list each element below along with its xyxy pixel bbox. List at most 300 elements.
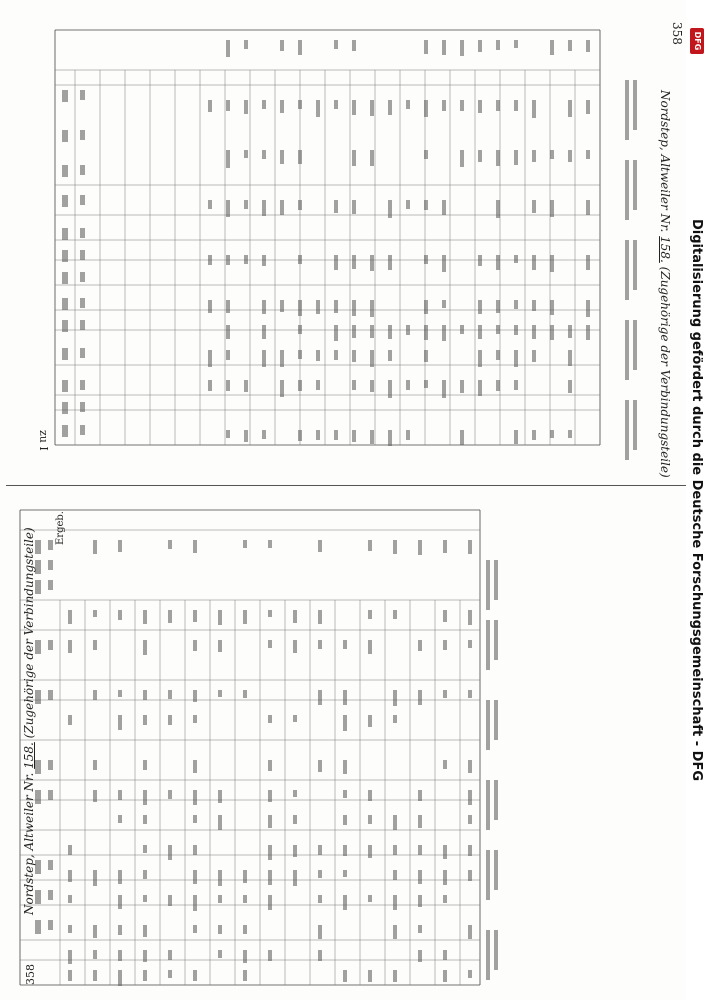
top-cell-entry (496, 325, 500, 334)
bottom-footnote (486, 560, 490, 610)
top-cell-entry (262, 430, 266, 439)
bottom-footnote (494, 930, 498, 970)
bottom-cell-entry (393, 815, 397, 830)
top-cell-entry (226, 300, 230, 313)
top-cell-entry (298, 100, 302, 109)
top-cell-entry (352, 255, 356, 269)
top-header-text (80, 402, 85, 412)
bottom-cell-entry (268, 815, 272, 828)
top-cell-entry (298, 200, 302, 210)
top-cell-entry (262, 150, 266, 159)
bottom-header-text (48, 920, 53, 930)
top-cell-entry (424, 300, 428, 314)
bottom-cell-entry (143, 870, 147, 879)
bottom-header-text (48, 540, 53, 550)
bottom-cell-entry (343, 970, 347, 982)
bottom-cell-entry (468, 640, 472, 648)
top-cell-entry (460, 325, 464, 334)
bottom-cell-entry (268, 610, 272, 617)
top-cell-entry (244, 255, 248, 264)
bottom-cell-entry (118, 895, 122, 909)
top-cell-entry (316, 300, 320, 314)
bottom-cell-entry (443, 870, 447, 885)
bottom-cell-entry (418, 790, 422, 801)
top-footnote (633, 160, 637, 210)
top-header-text (62, 228, 68, 240)
top-cell-entry (532, 430, 536, 440)
top-cell-entry (280, 300, 284, 312)
top-footnote (625, 240, 629, 300)
top-cell-entry (550, 255, 554, 272)
top-cell-entry (388, 325, 392, 339)
bottom-cell-entry (418, 540, 422, 555)
bottom-cell-entry (268, 790, 272, 802)
top-cell-entry (550, 325, 554, 340)
top-cell-entry (334, 325, 338, 341)
bottom-cell-entry (68, 640, 72, 653)
top-cell-entry (424, 150, 428, 159)
bottom-footnote (494, 780, 498, 820)
top-cell-entry (406, 100, 410, 109)
top-cell-entry (298, 430, 302, 441)
top-header-text (80, 130, 85, 140)
bottom-cell-entry (218, 895, 222, 903)
bottom-cell-entry (68, 715, 72, 725)
bottom-cell-entry (318, 610, 322, 624)
top-cell-entry (532, 200, 536, 213)
bottom-cell-entry (118, 925, 122, 935)
top-header-text (62, 90, 68, 102)
bottom-cell-entry (468, 760, 472, 773)
bottom-cell-entry (268, 870, 272, 885)
top-footnote (633, 320, 637, 370)
top-footnote (625, 320, 629, 380)
bottom-cell-entry (218, 815, 222, 830)
top-cell-entry (550, 300, 554, 315)
bottom-cell-entry (143, 790, 147, 805)
top-cell-entry (226, 150, 230, 168)
top-cell-entry (370, 300, 374, 317)
top-cell-entry (262, 100, 266, 109)
top-header-text (80, 228, 85, 238)
top-cell-entry (298, 40, 302, 55)
top-cell-entry (442, 40, 446, 55)
bottom-cell-entry (118, 715, 122, 730)
top-cell-entry (496, 350, 500, 360)
top-cell-entry (550, 150, 554, 159)
top-cell-entry (550, 40, 554, 55)
bottom-cell-entry (143, 640, 147, 655)
top-cell-entry (586, 40, 590, 52)
top-cell-entry (550, 430, 554, 438)
top-cell-entry (568, 350, 572, 366)
top-cell-entry (262, 300, 266, 314)
bottom-cell-entry (468, 540, 472, 554)
top-cell-entry (460, 380, 464, 393)
top-cell-entry (532, 325, 536, 339)
bottom-cell-entry (293, 845, 297, 857)
top-cell-entry (388, 255, 392, 270)
bottom-cell-entry (368, 715, 372, 727)
bottom-cell-entry (118, 950, 122, 961)
top-cell-entry (532, 255, 536, 270)
top-cell-entry (406, 430, 410, 440)
bottom-cell-entry (118, 610, 122, 620)
page-divider (6, 485, 687, 486)
top-cell-entry (514, 300, 518, 309)
bottom-cell-entry (368, 970, 372, 982)
bottom-cell-entry (93, 540, 97, 554)
bottom-header-text (48, 690, 53, 700)
bottom-cell-entry (118, 690, 122, 697)
bottom-cell-entry (418, 895, 422, 907)
bottom-cell-entry (468, 815, 472, 824)
top-cell-entry (496, 100, 500, 111)
bottom-cell-entry (268, 760, 272, 771)
bottom-cell-entry (418, 845, 422, 855)
top-cell-entry (532, 150, 536, 162)
bottom-cell-entry (93, 640, 97, 650)
top-cell-entry (226, 200, 230, 217)
bottom-cell-entry (118, 790, 122, 800)
bottom-cell-entry (93, 610, 97, 617)
bottom-cell-entry (393, 610, 397, 619)
bottom-cell-entry (93, 690, 97, 700)
top-cell-entry (424, 40, 428, 54)
bottom-cell-entry (293, 610, 297, 623)
top-cell-entry (424, 350, 428, 362)
bottom-cell-entry (368, 845, 372, 858)
bottom-cell-entry (218, 610, 222, 625)
top-cell-entry (208, 255, 212, 265)
bottom-cell-entry (268, 895, 272, 910)
bottom-cell-entry (443, 540, 447, 553)
bottom-cell-entry (218, 640, 222, 652)
bottom-cell-entry (443, 845, 447, 859)
top-cell-entry (532, 300, 536, 311)
bottom-cell-entry (418, 870, 422, 884)
top-header-text (62, 298, 68, 310)
top-cell-entry (298, 380, 302, 391)
top-cell-entry (208, 200, 212, 209)
top-header-text (62, 195, 68, 207)
bottom-cell-entry (218, 950, 222, 958)
top-cell-entry (244, 40, 248, 49)
bottom-cell-entry (143, 760, 147, 770)
bottom-cell-entry (68, 895, 72, 903)
bottom-cell-entry (168, 970, 172, 978)
bottom-cell-entry (143, 815, 147, 824)
bottom-cell-entry (318, 760, 322, 772)
top-footnote (633, 240, 637, 290)
bottom-cell-entry (243, 690, 247, 698)
bottom-cell-entry (193, 640, 197, 651)
bottom-cell-entry (218, 690, 222, 697)
bottom-cell-entry (143, 970, 147, 981)
top-cell-entry (208, 380, 212, 391)
bottom-cell-entry (318, 950, 322, 961)
bottom-cell-entry (293, 715, 297, 722)
top-cell-entry (514, 40, 518, 48)
top-cell-entry (406, 380, 410, 390)
bottom-header-text (48, 640, 53, 650)
top-cell-entry (406, 200, 410, 209)
bottom-cell-entry (143, 715, 147, 725)
bottom-cell-entry (68, 925, 72, 933)
bottom-cell-entry (93, 870, 97, 886)
bottom-cell-entry (293, 790, 297, 797)
top-cell-entry (442, 300, 446, 308)
top-cell-entry (586, 150, 590, 159)
bottom-cell-entry (68, 610, 72, 624)
top-header-text (80, 348, 85, 358)
top-cell-entry (550, 200, 554, 217)
top-cell-entry (316, 100, 320, 117)
top-cell-entry (478, 350, 482, 367)
bottom-cell-entry (193, 815, 197, 823)
bottom-cell-entry (118, 540, 122, 552)
bottom-header-text (48, 580, 53, 590)
top-cell-entry (226, 100, 230, 111)
top-cell-entry (316, 350, 320, 361)
top-cell-entry (352, 40, 356, 51)
bottom-footnote (486, 700, 490, 750)
top-cell-entry (352, 300, 356, 316)
top-cell-entry (352, 200, 356, 214)
top-cell-entry (226, 350, 230, 360)
bottom-cell-entry (193, 790, 197, 805)
top-cell-entry (586, 100, 590, 114)
top-cell-entry (442, 100, 446, 111)
bottom-cell-entry (468, 870, 472, 881)
top-cell-entry (514, 100, 518, 111)
bottom-cell-entry (418, 925, 422, 933)
top-header-text (62, 402, 68, 414)
bottom-cell-entry (168, 790, 172, 799)
top-cell-entry (244, 200, 248, 209)
top-cell-entry (208, 350, 212, 367)
top-cell-entry (460, 100, 464, 111)
bottom-cell-entry (368, 640, 372, 654)
top-cell-entry (334, 40, 338, 49)
bottom-cell-entry (368, 815, 372, 824)
top-cell-entry (370, 100, 374, 116)
top-cell-entry (370, 255, 374, 271)
top-cell-entry (280, 40, 284, 51)
top-cell-entry (208, 100, 212, 112)
top-cell-entry (298, 350, 302, 359)
bottom-cell-entry (168, 690, 172, 699)
bottom-cell-entry (218, 790, 222, 803)
top-cell-entry (568, 40, 572, 51)
bottom-cell-entry (193, 870, 197, 884)
bottom-cell-entry (243, 895, 247, 903)
bottom-cell-entry (468, 845, 472, 856)
bottom-page-title: Nordstep, Altweiler Nr. 158. (Zugehörige der Verbindungsteile) (22, 527, 36, 915)
bottom-cell-entry (318, 640, 322, 649)
bottom-cell-entry (393, 895, 397, 910)
top-cell-entry (514, 255, 518, 263)
bottom-cell-entry (268, 640, 272, 648)
bottom-header-text (48, 790, 53, 800)
top-header-text (80, 320, 85, 330)
top-cell-entry (478, 255, 482, 266)
bottom-cell-entry (168, 540, 172, 549)
top-cell-entry (514, 430, 518, 444)
top-cell-entry (280, 350, 284, 367)
top-cell-entry (334, 350, 338, 360)
bottom-cell-entry (193, 925, 197, 933)
bottom-cell-entry (143, 925, 147, 937)
bottom-cell-entry (143, 690, 147, 700)
bottom-cell-entry (193, 845, 197, 855)
bottom-cell-entry (343, 690, 347, 705)
bottom-cell-entry (343, 760, 347, 774)
bottom-cell-entry (343, 815, 347, 825)
bottom-cell-entry (93, 970, 97, 981)
top-cell-entry (370, 380, 374, 392)
top-cell-entry (532, 350, 536, 362)
top-footnote (625, 160, 629, 220)
bottom-cell-entry (443, 895, 447, 903)
bottom-cell-entry (243, 970, 247, 981)
bottom-header-text (48, 560, 53, 570)
top-cell-entry (352, 325, 356, 338)
top-cell-entry (298, 150, 302, 164)
top-cell-entry (244, 150, 248, 158)
top-footnote (625, 80, 629, 140)
bottom-cell-entry (168, 610, 172, 623)
bottom-cell-entry (468, 610, 472, 625)
bottom-cell-entry (393, 870, 397, 880)
bottom-footnote (494, 700, 498, 740)
bottom-cell-entry (293, 815, 297, 824)
bottom-cell-entry (168, 950, 172, 960)
bottom-cell-entry (168, 715, 172, 725)
top-cell-entry (442, 255, 446, 272)
bottom-footnote (494, 850, 498, 890)
bottom-cell-entry (293, 640, 297, 653)
bottom-cell-entry (318, 925, 322, 939)
top-header-text (62, 425, 68, 437)
bottom-cell-entry (393, 715, 397, 723)
bottom-header-text (48, 760, 53, 770)
top-footnote (633, 80, 637, 130)
top-cell-entry (460, 150, 464, 167)
bottom-cell-entry (118, 870, 122, 884)
bottom-header-text (48, 860, 53, 870)
bottom-cell-entry (218, 870, 222, 886)
bottom-footnote (486, 850, 490, 900)
top-cell-entry (586, 255, 590, 270)
bottom-cell-entry (118, 815, 122, 823)
top-cell-entry (226, 430, 230, 438)
top-cell-entry (244, 100, 248, 114)
top-cell-entry (568, 380, 572, 393)
bottom-footnote (494, 620, 498, 660)
top-cell-entry (280, 380, 284, 397)
bottom-cell-entry (68, 870, 72, 882)
top-cell-entry (460, 40, 464, 56)
top-cell-entry (568, 325, 572, 338)
top-cell-entry (370, 430, 374, 444)
top-cell-entry (352, 350, 356, 362)
top-header-text (80, 425, 85, 435)
top-cell-entry (478, 380, 482, 396)
bottom-cell-entry (293, 870, 297, 886)
bottom-cell-entry (318, 870, 322, 878)
top-cell-entry (442, 325, 446, 341)
top-footnote (633, 400, 637, 450)
top-cell-entry (388, 430, 392, 446)
bottom-cell-entry (343, 845, 347, 856)
top-cell-entry (388, 350, 392, 361)
bottom-cell-entry (268, 715, 272, 723)
bottom-cell-entry (343, 790, 347, 798)
bottom-cell-entry (343, 895, 347, 910)
bottom-cell-entry (193, 715, 197, 723)
top-cell-entry (478, 100, 482, 113)
top-cell-entry (370, 150, 374, 166)
top-cell-entry (352, 430, 356, 442)
bottom-cell-entry (168, 895, 172, 906)
top-header-text (62, 320, 68, 332)
top-cell-entry (370, 325, 374, 338)
bottom-cell-entry (268, 845, 272, 860)
bottom-cell-entry (218, 925, 222, 934)
top-cell-entry (244, 430, 248, 442)
bottom-page-number: 358 (24, 964, 37, 985)
bottom-cell-entry (243, 540, 247, 548)
bottom-cell-entry (443, 690, 447, 698)
top-cell-entry (226, 380, 230, 391)
dfg-banner (686, 0, 707, 1000)
top-cell-entry (226, 40, 230, 57)
bottom-cell-entry (143, 950, 147, 962)
bottom-cell-entry (443, 970, 447, 982)
top-cell-entry (316, 380, 320, 390)
top-cell-entry (226, 255, 230, 265)
top-cell-entry (586, 200, 590, 215)
bottom-cell-entry (243, 950, 247, 963)
top-cell-entry (262, 200, 266, 216)
top-cell-entry (586, 300, 590, 317)
bottom-cell-entry (393, 925, 397, 939)
bottom-cell-entry (93, 760, 97, 770)
dfg-logo: DFG (690, 28, 704, 54)
bottom-cell-entry (68, 950, 72, 964)
bottom-cell-entry (343, 870, 347, 877)
bottom-cell-entry (468, 790, 472, 805)
top-cell-entry (424, 200, 428, 210)
bottom-corner-label: Ergeb. (55, 511, 66, 545)
top-cell-entry (352, 100, 356, 115)
top-cell-entry (262, 325, 266, 339)
top-cell-entry (334, 200, 338, 213)
top-header-text (80, 298, 85, 308)
top-cell-entry (442, 380, 446, 398)
bottom-cell-entry (243, 610, 247, 624)
bottom-cell-entry (118, 970, 122, 986)
bottom-header-text (35, 920, 41, 934)
bottom-cell-entry (418, 950, 422, 962)
bottom-cell-entry (368, 895, 372, 902)
bottom-cell-entry (193, 540, 197, 553)
top-cell-entry (352, 150, 356, 166)
top-footnote (625, 400, 629, 460)
top-cell-entry (298, 325, 302, 334)
bottom-cell-entry (393, 690, 397, 706)
